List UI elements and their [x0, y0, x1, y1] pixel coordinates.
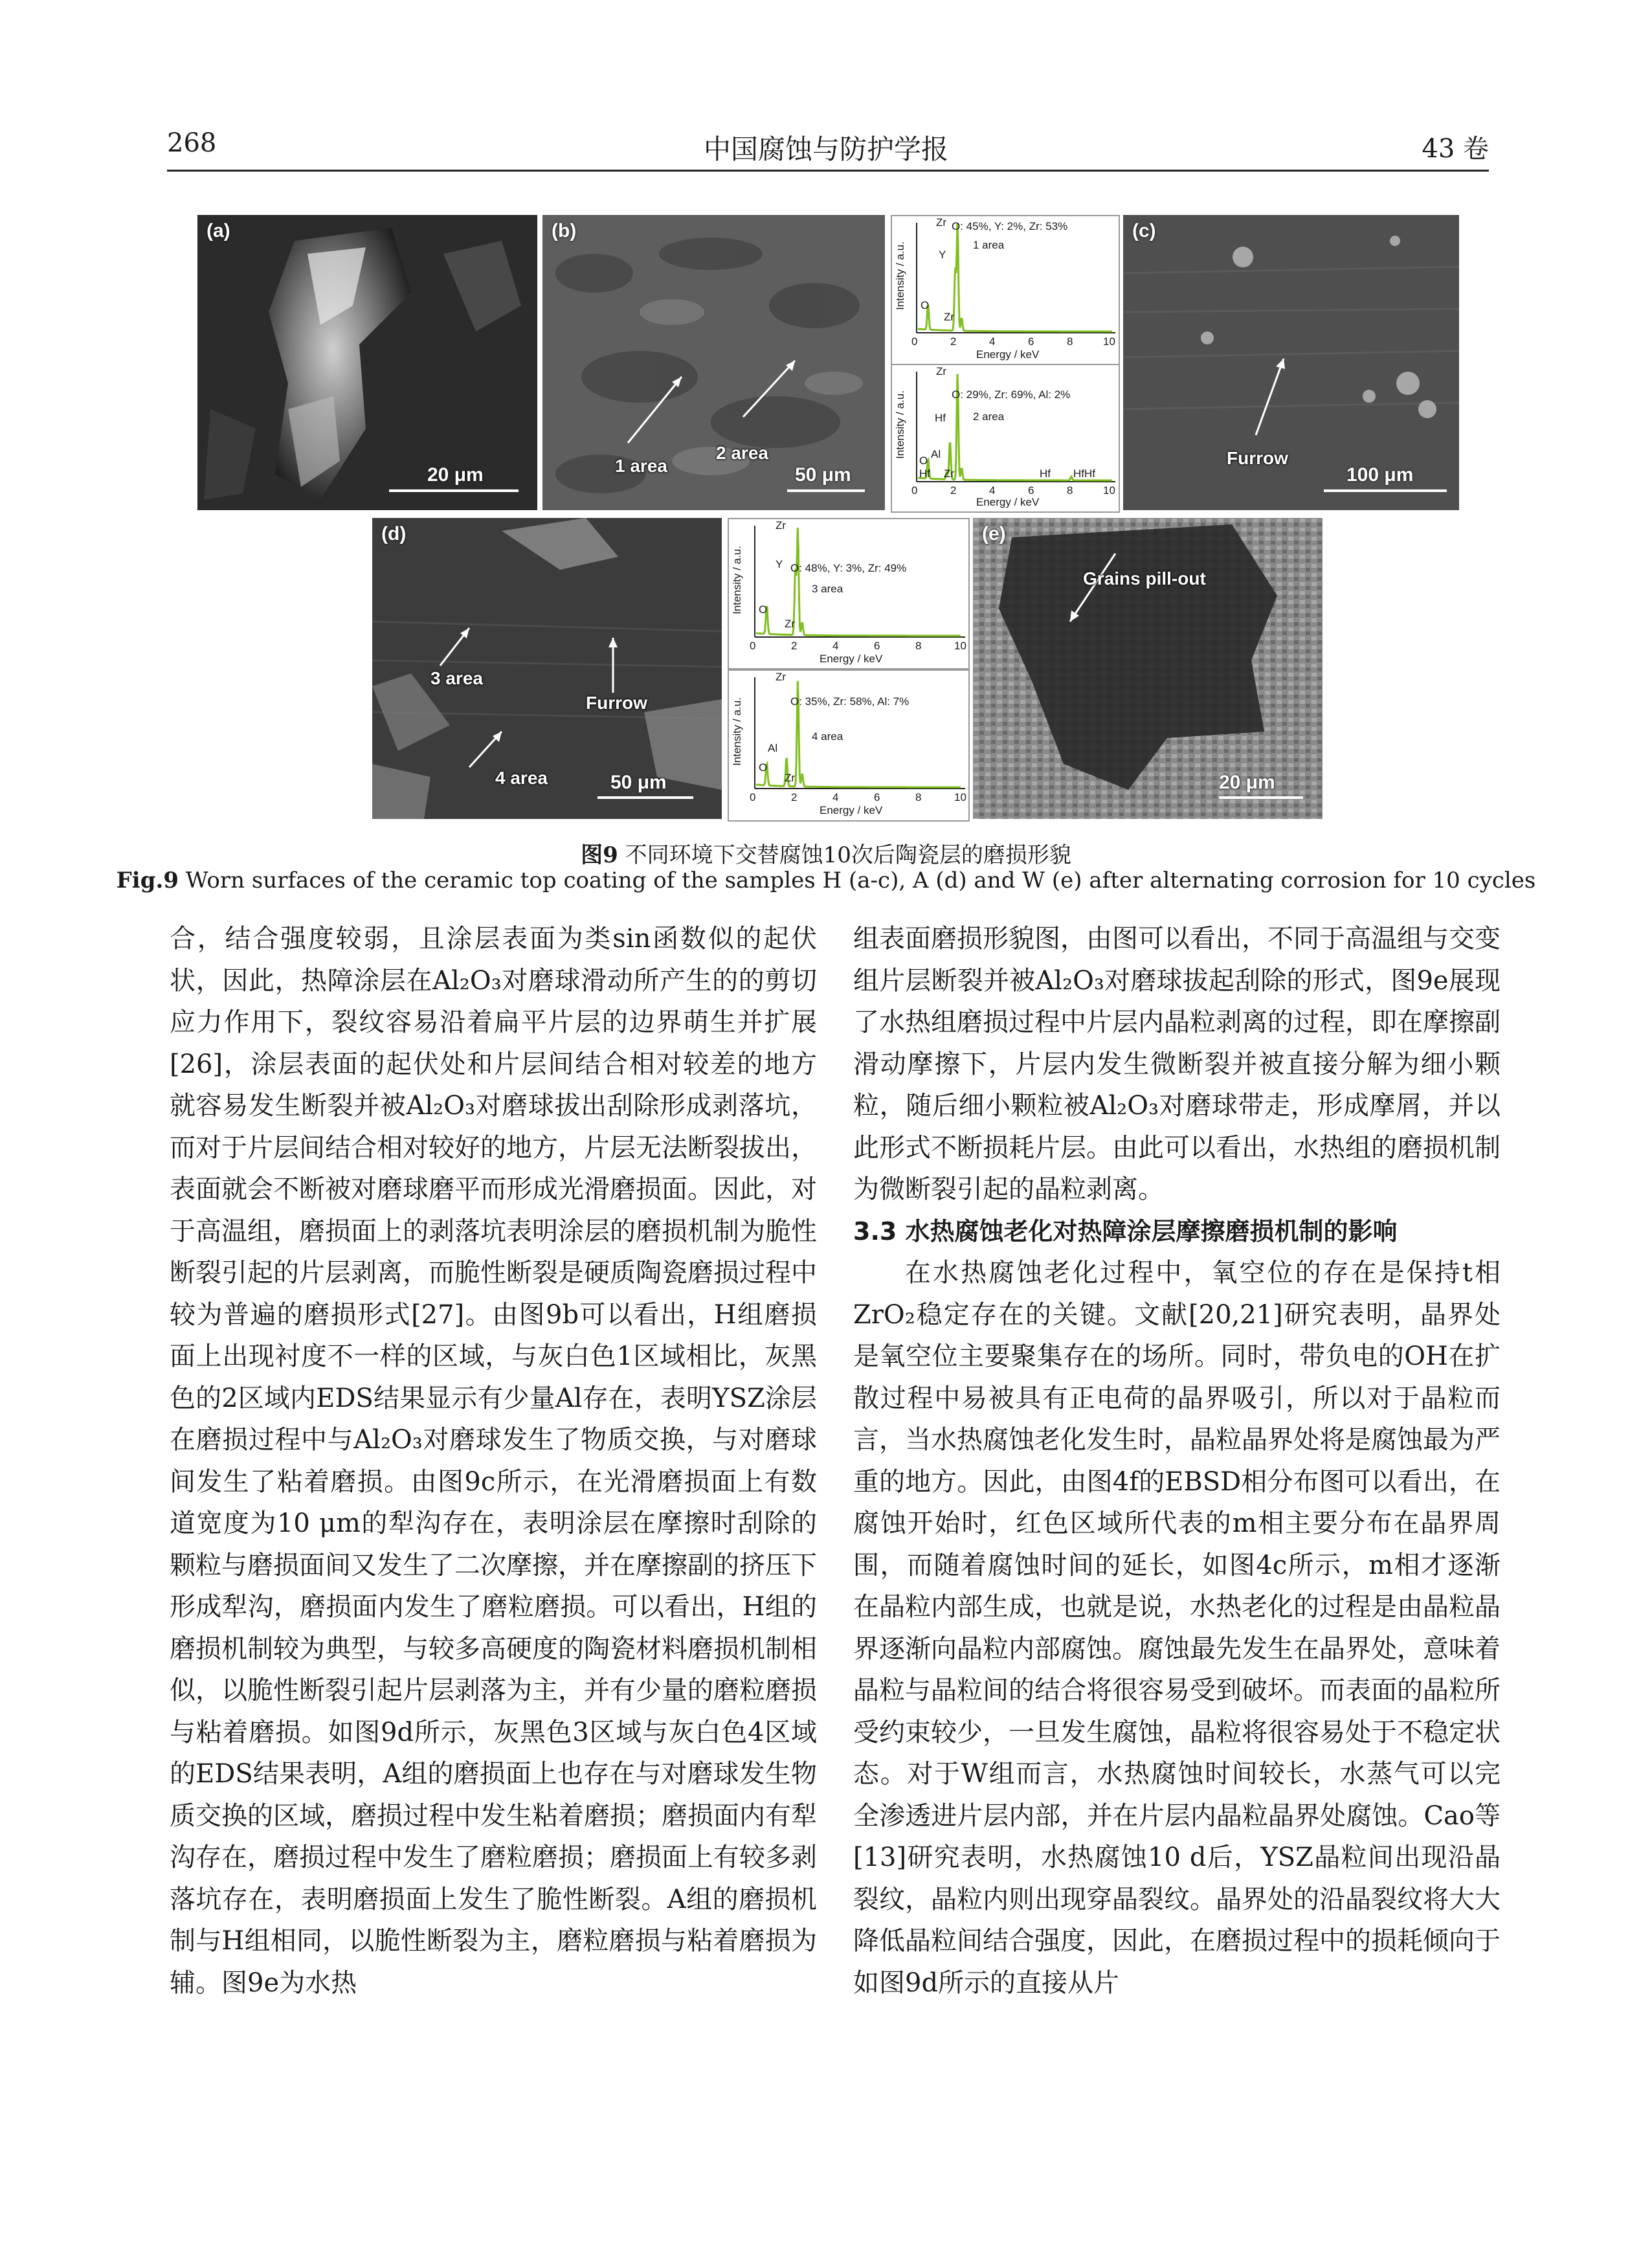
eds-4-peak-o: O	[759, 761, 768, 774]
page-number: 268	[167, 128, 217, 158]
scale-label-e: 20 μm	[1219, 772, 1275, 793]
eds-1-area: 1 area	[973, 239, 1005, 251]
left-paragraph: 合，结合强度较弱，且涂层表面为类sin函数似的起伏状，因此，热障涂层在Al₂O₃对磨球滑动所产生的的剪切应力作用下，裂纹容易沿着扁平片层的边界萌生并扩展[26]，涂层表面的起伏处和片层间结合相对较差的地方就容易发生断裂并被Al₂O₃对磨球拔出刮除形成剥落坑，而对于片层间结合相对较好的地方，片层无法断裂拔出，表面就会不断被对磨球磨平而形成光滑磨损面。因此，对于高温组，磨损面上的剥落坑表明涂层的磨损机制为脆性断裂引起的片层剥离，而脆性断裂是硬质陶瓷磨损过程中较为普遍的磨损形式[27]。由图9b可以看出，H组磨损面上出现衬度不一样的区域，与灰白色1区域相比，灰黑色的2区域内EDS结果显示有少量Al存在，表明YSZ涂层在磨损过程中与Al₂O₃对磨球发生了物质交换，与对磨球间发生了粘着磨损。由图9c所示，在光滑磨损面上有数道宽度为10 μm的犁沟存在，表明涂层在摩擦时刮除的颗粒与磨损面间又发生了二次摩擦，并在摩擦副的挤压下形成犁沟，磨损面内发生了磨粒磨损。可以看出，H组的磨损机制较为典型，与较多高硬度的陶瓷材料磨损机制相似，以脆性断裂引起片层剥落为主，并有少量的磨粒磨损与粘着磨损。如图9d所示，灰黑色3区域与灰白色4区域的EDS结果表明，A组的磨损面上也存在与对磨球发生物质交换的区域，磨损过程中发生粘着磨损；磨损面内有犁沟存在，磨损过程中发生了磨粒磨损；磨损面上有较多剥落坑存在，表明磨损面上发生了脆性断裂。A组的磨损机制与H组相同，以脆性断裂为主，磨粒磨损与粘着磨损为辅。图9e为水热	[170, 924, 817, 1998]
sem-panel-c	[1123, 215, 1459, 510]
sem-panel-b	[542, 215, 885, 510]
eds-2-peak-hfhf: HfHf	[1073, 467, 1095, 480]
area-3-label: 3 area	[430, 668, 483, 688]
eds-1-peak-zr: Zr	[936, 216, 947, 229]
scale-bar-d	[597, 796, 693, 799]
figure-caption-en: Fig.9 Worn surfaces of the ceramic top coating of the samples H (a-c), A (d) and W (e) after alternating corrosion for 10 cycles	[116, 868, 1536, 893]
area-4-label: 4 area	[495, 768, 548, 788]
furrow-label-d: Furrow	[586, 693, 647, 713]
sem-panel-e	[973, 518, 1323, 819]
eds-1-ylabel: Intensity / a.u.	[893, 241, 906, 310]
eds-3-composition: O: 48%, Y: 3%, Zr: 49%	[790, 562, 907, 574]
panel-label-c: (c)	[1132, 220, 1156, 241]
panel-label-b: (b)	[552, 220, 577, 241]
eds-4-area: 4 area	[812, 730, 843, 743]
body-right-column	[853, 918, 1501, 2004]
eds-3-area: 3 area	[812, 583, 843, 595]
eds-2-xlabel: Energy / keV	[976, 496, 1040, 508]
eds-3-peak-zr: Zr	[776, 519, 787, 532]
body-left-column	[170, 918, 817, 2004]
eds-2-peak-hf: Hf	[935, 412, 946, 424]
eds-spectrum-3: Intensity / a.u. O: 48%, Y: 3%, Zr: 49% 3 area Zr Y O Zr 0 2 4 6 8 10 Energy / keV	[728, 518, 970, 669]
eds-spectrum-4: Intensity / a.u. O: 35%, Zr: 58%, Al: 7% 4 area Zr Al O Zr 0 2 4 6 8 10 Energy / keV	[728, 669, 970, 822]
eds-2-peak-hf2: Hf	[919, 467, 930, 480]
eds-2-composition: O: 29%, Zr: 69%, Al: 2%	[952, 388, 1071, 401]
section-title: 3.3 水热腐蚀老化对热障涂层摩擦磨损机制的影响	[853, 1216, 1398, 1246]
eds-plot-2	[892, 365, 1119, 511]
eds-1-composition: O: 45%, Y: 2%, Zr: 53%	[952, 220, 1068, 232]
header-rule	[167, 170, 1489, 172]
eds-3-ylabel: Intensity / a.u.	[730, 546, 743, 614]
scale-label-d: 50 μm	[610, 772, 667, 793]
eds-2-ylabel: Intensity / a.u.	[893, 390, 906, 459]
scale-label-b: 50 μm	[795, 464, 851, 486]
scale-label-a: 20 μm	[427, 464, 484, 486]
right-paragraph-2: 在水热腐蚀老化过程中，氧空位的存在是保持t相ZrO₂稳定存在的关键。文献[20,21]研究表明，晶界处是氧空位主要聚集存在的场所。同时，带负电的OH在扩散过程中易被具有正电荷的晶界吸引，所以对于晶粒而言，当水热腐蚀老化发生时，晶粒晶界处将是腐蚀最为严重的地方。因此，由图4f的EBSD相分布图可以看出，在腐蚀开始时，红色区域所代表的m相主要分布在晶界周围，而随着腐蚀时间的延长，如图4c所示，m相才逐渐在晶粒内部生成，也就是说，水热老化的过程是由晶粒晶界逐渐向晶粒内部腐蚀。腐蚀最先发生在晶界处，意味着晶粒与晶粒间的结合将很容易受到破坏。而表面的晶粒所受约束较少，一旦发生腐蚀，晶粒将很容易处于不稳定状态。对于W组而言，水热腐蚀时间较长，水蒸气可以完全渗透进片层内部，并在片层内晶粒晶界处腐蚀。Cao等[13]研究表明，水热腐蚀10 d后，YSZ晶粒间出现沿晶裂纹，晶粒内则出现穿晶裂纹。晶界处的沿晶裂纹将大大降低晶粒间结合强度，因此，在磨损过程中的损耗倾向于如图9d所示的直接从片	[853, 1258, 1501, 1998]
eds-spectrum-1: Intensity / a.u. O: 45%, Y: 2%, Zr: 53% 1 area Zr Y O Zr 0 2 4 6 8 10 Energy / keV	[891, 215, 1120, 365]
journal-title: 中国腐蚀与防护学报	[703, 133, 948, 165]
furrow-label-c: Furrow	[1227, 448, 1288, 468]
eds-2-peak-al: Al	[931, 448, 941, 460]
grains-pullout-label: Grains pill-out	[1083, 568, 1206, 588]
eds-2-peak-zr2: Zr	[944, 467, 955, 480]
eds-plot-1	[892, 216, 1119, 364]
eds-1-peak-y: Y	[939, 249, 946, 261]
panel-label-a: (a)	[206, 220, 230, 241]
eds-1-peak-o: O	[921, 299, 930, 311]
eds-1-xlabel: Energy / keV	[976, 348, 1040, 361]
eds-3-peak-o: O	[759, 603, 768, 616]
scale-bar-e	[1219, 796, 1303, 799]
eds-4-peak-zr: Zr	[776, 671, 787, 683]
eds-3-xlabel: Energy / keV	[820, 653, 883, 665]
sem-texture-a	[197, 215, 537, 510]
panel-label-d: (d)	[381, 523, 407, 544]
figure-caption-cn: 图9 不同环境下交替腐蚀10次后陶瓷层的磨损形貌	[581, 842, 1071, 868]
eds-4-ylabel: Intensity / a.u.	[730, 697, 743, 766]
panel-label-e: (e)	[982, 523, 1006, 544]
eds-plot-4	[729, 671, 968, 820]
eds-2-peak-zr: Zr	[936, 365, 947, 377]
eds-2-peak-o: O	[919, 454, 928, 467]
scale-bar-a	[389, 489, 519, 492]
scale-bar-c	[1324, 489, 1447, 492]
eds-3-peak-y: Y	[776, 558, 783, 570]
sem-panel-a	[197, 215, 537, 510]
volume-label: 43 卷	[1422, 134, 1489, 164]
eds-4-peak-al: Al	[768, 742, 778, 754]
scale-bar-b	[787, 489, 865, 492]
eds-2-area: 2 area	[973, 410, 1005, 423]
eds-plot-3	[729, 519, 968, 668]
scale-label-c: 100 μm	[1346, 464, 1414, 486]
eds-3-peak-zr2: Zr	[785, 618, 796, 630]
eds-1-peak-zr2: Zr	[944, 311, 955, 323]
area-2-label: 2 area	[716, 443, 768, 463]
eds-4-peak-zr2: Zr	[785, 772, 796, 784]
right-paragraph-1: 组表面磨损形貌图，由图可以看出，不同于高温组与交变组片层断裂并被Al₂O₃对磨球拔起刮除的形式，图9e展现了水热组磨损过程中片层内晶粒剥离的过程，即在摩擦副滑动摩擦下，片层内发生微断裂并被直接分解为细小颗粒，随后细小颗粒被Al₂O₃对磨球带走，形成摩屑，并以此形式不断损耗片层。由此可以看出，水热组的磨损机制为微断裂引起的晶粒剥离。	[853, 924, 1501, 1204]
eds-4-xlabel: Energy / keV	[820, 804, 883, 816]
eds-4-composition: O: 35%, Zr: 58%, Al: 7%	[790, 695, 910, 708]
eds-spectrum-2: Intensity / a.u. O: 29%, Zr: 69%, Al: 2% 2 area Zr Hf O Al Hf Zr Hf HfHf 0 2 4 6 8 10 Energy / keV	[891, 364, 1120, 513]
sem-panel-d	[372, 518, 722, 819]
eds-2-peak-hf3: Hf	[1040, 467, 1051, 480]
area-1-label: 1 area	[615, 456, 667, 476]
